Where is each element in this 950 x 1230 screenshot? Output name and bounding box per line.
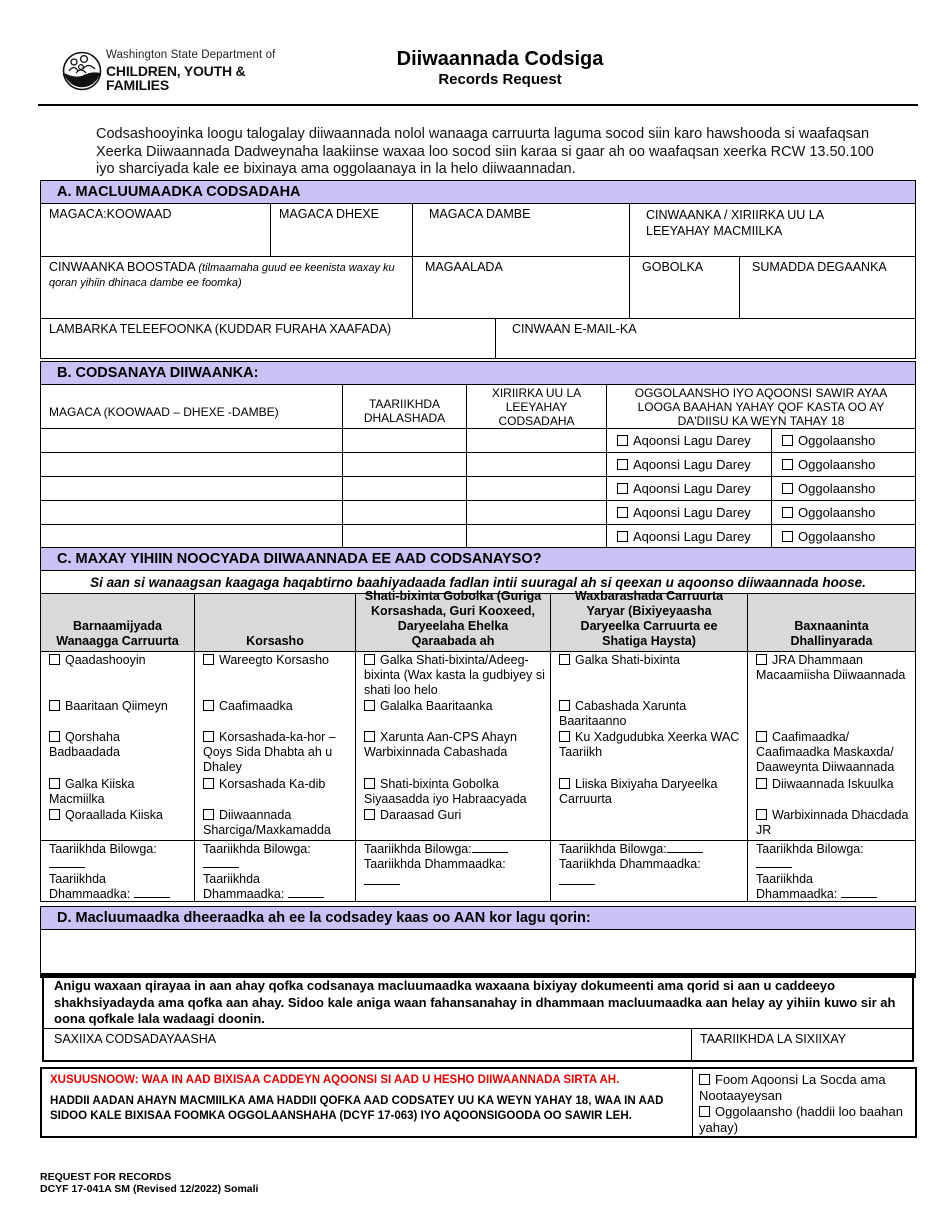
record-type-checkbox[interactable] xyxy=(559,731,570,742)
record-type-checkbox[interactable] xyxy=(756,654,767,665)
signature-field[interactable] xyxy=(42,1028,692,1062)
col-header-relationship: XIRIIRKA UU LA LEEYAHAY CODSADAHA xyxy=(466,384,607,429)
person-relationship-input[interactable] xyxy=(466,452,607,477)
record-type-option[interactable]: Galalka Baaritaanka xyxy=(364,699,546,714)
consent-attached-option[interactable]: Oggolaansho xyxy=(771,500,916,525)
additional-info-field[interactable] xyxy=(40,929,916,974)
id-attached-checkbox[interactable] xyxy=(617,483,628,494)
record-type-option[interactable]: Daraasad Guri xyxy=(364,808,546,823)
start-date-field[interactable]: Taariikhda Bilowga: xyxy=(559,842,739,857)
date-range-cell xyxy=(747,840,916,902)
record-type-option[interactable]: Qorshaha Badbaadada xyxy=(49,730,120,759)
date-range-cell xyxy=(355,840,551,902)
start-date-field[interactable]: Taariikhda Bilowga: xyxy=(49,842,169,872)
record-type-checkbox[interactable] xyxy=(559,700,570,711)
record-type-checkbox[interactable] xyxy=(49,700,60,711)
person-relationship-input[interactable] xyxy=(466,428,607,453)
record-type-checkbox[interactable] xyxy=(203,700,214,711)
record-type-option[interactable]: Ku Xadgudubka Xeerka WAC Taariikh xyxy=(559,730,740,759)
record-category-header: Barnaamijyada Wanaagga Carruurta xyxy=(40,593,195,652)
record-type-checkbox[interactable] xyxy=(49,731,60,742)
person-relationship-input[interactable] xyxy=(466,476,607,501)
record-type-option[interactable]: Liiska Bixiyaha Daryeelka Carruurta xyxy=(559,777,718,806)
warning-text: XUSUUSNOOW: WAA IN AAD BIXISAA CADDEYN AQOONSI SI AAD U HESHO DIIWAANNADA SIRTA AH. xyxy=(50,1074,620,1086)
city-label: MAGAALADA xyxy=(425,260,503,274)
consent-attached-checkbox[interactable] xyxy=(782,435,793,446)
record-type-option[interactable]: Galka Kiiska Macmiilka xyxy=(49,777,135,806)
dcyf-family-logo-icon xyxy=(62,51,102,91)
record-type-checkbox[interactable] xyxy=(49,809,60,820)
section-a-heading: A. MACLUUMAADKA CODSADAHA xyxy=(40,180,916,204)
col-header-dob: TAARIIKHDA DHALASHADA xyxy=(342,384,467,429)
middle-name-field[interactable] xyxy=(270,203,413,257)
id-attached-option[interactable]: Aqoonsi Lagu Darey xyxy=(606,476,772,501)
record-category-header: Baxnaaninta Dhallinyarada xyxy=(747,593,916,652)
record-type-option[interactable]: Baaritaan Qiimeyn xyxy=(49,699,190,714)
logo-agency-line: Washington State Department of xyxy=(106,48,276,61)
first-name-label: MAGACA:KOOWAAD xyxy=(49,207,172,221)
date-range-cell xyxy=(194,840,356,902)
end-date-line[interactable] xyxy=(364,884,400,885)
zip-code-field[interactable] xyxy=(739,256,916,319)
record-type-checkbox[interactable] xyxy=(756,778,767,789)
attestation-statement: Anigu waxaan qirayaa in aan ahay qofka codsanaya macluumaadka waxaana bixiyay dokumeenti ama qorid si aan u caddeeyo shakhsiyadayda ama qofka aan ahay. Sidoo kale aniga waan fahansanahay in dhammaan macluumaadka aan helay ay yihiin kuwo sir ah oona qofkale lala wadaagi doonin. xyxy=(42,976,914,1030)
date-range-cell xyxy=(40,840,195,902)
mailing-address-hint: (tilmaamaha guud ee keenista waxay ku qoran yihiin dhinaca dambe ee foomka) xyxy=(49,262,395,289)
email-label: CINWAAN E-MAIL-KA xyxy=(512,322,637,336)
record-type-option[interactable]: Wareegto Korsasho xyxy=(203,653,351,668)
record-category-header: Shati-bixinta Gobolka (Guriga Korsashada, Guri Kooxeed, Daryeelaha Ehelka Qaraabada ah xyxy=(355,593,551,652)
form-subtitle: Records Request xyxy=(438,71,562,88)
record-type-option[interactable]: Xarunta Aan-CPS Ahayn Warbixinnada Cabashada xyxy=(364,730,517,759)
record-type-checkbox[interactable] xyxy=(203,778,214,789)
record-category-column xyxy=(40,651,195,840)
id-attached-option[interactable]: Aqoonsi Lagu Darey xyxy=(606,524,772,548)
person-relationship-input[interactable] xyxy=(466,524,607,548)
date-signed-label: TAARIIKHDA LA SIXIIXAY xyxy=(700,1032,847,1046)
enclosures-checklist xyxy=(692,1067,917,1138)
record-type-checkbox[interactable] xyxy=(49,654,60,665)
record-type-option[interactable]: Korsashada-ka-hor – Qoys Sida Dhabta ah u Dhaley xyxy=(203,730,336,774)
record-type-checkbox[interactable] xyxy=(364,654,375,665)
end-date-field[interactable]: Taariikhda Dhammaadka: xyxy=(756,872,896,902)
record-type-checkbox[interactable] xyxy=(364,700,375,711)
section-c-instruction: Si aan si wanaagsan kaagaga haqabtirno baahiyadaada fadlan intii suuragal ah si qeexan u aqoonso diiwaannada hoose. xyxy=(40,570,916,594)
record-type-checkbox[interactable] xyxy=(364,809,375,820)
last-name-label: MAGACA DAMBE xyxy=(429,207,531,221)
record-type-option[interactable]: Qoraallada Kiiska xyxy=(49,808,190,823)
id-attached-option[interactable]: Aqoonsi Lagu Darey xyxy=(606,500,772,525)
date-signed-field[interactable] xyxy=(691,1028,914,1062)
signature-label: SAXIIXA CODSADAYAASHA xyxy=(54,1032,217,1046)
record-type-checkbox[interactable] xyxy=(49,778,60,789)
record-type-option[interactable]: Warbixinnada Dhacdada JR xyxy=(756,808,909,837)
consent-attached-option[interactable]: Oggolaansho xyxy=(771,476,916,501)
consent-option[interactable]: Oggolaansho (haddii loo baahan yahay) xyxy=(699,1104,903,1135)
end-date-field[interactable]: Taariikhda Dhammaadka: xyxy=(559,857,701,871)
col-header-name: MAGACA (KOOWAAD – DHEXE -DAMBE) xyxy=(40,384,343,429)
consent-checkbox[interactable] xyxy=(699,1106,710,1117)
section-b-heading: B. CODSANAYA DIIWAANKA: xyxy=(40,361,916,385)
city-field[interactable] xyxy=(412,256,630,319)
id-attached-checkbox[interactable] xyxy=(617,435,628,446)
record-type-option[interactable]: Shati-bixinta Gobolka Siyaasadda iyo Habraacyada xyxy=(364,777,527,806)
person-dob-input[interactable] xyxy=(342,428,467,453)
person-name-input[interactable] xyxy=(40,452,343,477)
record-category-column xyxy=(194,651,356,840)
record-type-option[interactable]: Cabashada Xarunta Baaritaanno xyxy=(559,699,687,728)
date-range-cell xyxy=(550,840,748,902)
record-category-column xyxy=(355,651,551,840)
person-name-input[interactable] xyxy=(40,428,343,453)
record-type-checkbox[interactable] xyxy=(203,731,214,742)
person-dob-input[interactable] xyxy=(342,500,467,525)
consent-attached-option[interactable]: Oggolaansho xyxy=(771,428,916,453)
start-date-field[interactable]: Taariikhda Bilowga: xyxy=(364,842,542,857)
footer-form-name: REQUEST FOR RECORDS xyxy=(40,1171,172,1183)
record-category-column xyxy=(550,651,748,840)
record-category-header: Waxbarashada Carruurta Yaryar (Bixiyeyaasha Daryeelka Carruurta ee Shatiga Haysta) xyxy=(550,593,748,652)
person-relationship-input[interactable] xyxy=(466,500,607,525)
consent-attached-option[interactable]: Oggolaansho xyxy=(771,452,916,477)
id-attached-checkbox[interactable] xyxy=(617,531,628,542)
record-type-checkbox[interactable] xyxy=(756,809,767,820)
record-type-option[interactable]: Caafimaadka xyxy=(203,699,351,714)
email-address-field[interactable] xyxy=(495,318,916,359)
id-attached-option[interactable]: Aqoonsi Lagu Darey xyxy=(606,452,772,477)
notarized-id-option[interactable]: Foom Aqoonsi La Socda ama Nootaayeysan xyxy=(699,1072,886,1103)
person-dob-input[interactable] xyxy=(342,476,467,501)
record-type-option[interactable]: Diiwaannada Sharciga/Maxkamadda xyxy=(203,808,331,837)
record-category-column xyxy=(747,651,916,840)
form-footer xyxy=(40,1171,258,1195)
record-type-option[interactable]: Korsashada Ka-dib xyxy=(203,777,351,792)
consent-requirement-text: HADDII AADAN AHAYN MACMIILKA AMA HADDII QOFKA AAD CODSATEY UU KA WEYN YAHAY 18, WAA IN AAD SIDOO KALE BIXISAA FOOMKA OGGOLAANSHAHA (DCYF 17-063) IYO AQOONSIGOODA OO SAWIR LEH. xyxy=(50,1095,664,1122)
intro-paragraph: Codsashooyinka loogu talogalay diiwaannada nolol wanaaga carruurta laguma socod siin karo hawshooda si waafaqsan Xeerka Diiwaannada Dadweynaha laakiinse waxaa loo socod siin karaa si gaar ah oo waafaqsan xeerka RCW 13.50.100 iyo sharciyada kale ee bixinaya ama oggolaanaya in la helo diiwaannadan. xyxy=(96,126,874,177)
section-c-heading: C. MAXAY YIHIIN NOOCYADA DIIWAANNADA EE AAD CODSANAYSO? xyxy=(40,547,916,571)
record-type-checkbox[interactable] xyxy=(559,778,570,789)
relationship-to-client-field[interactable] xyxy=(629,203,916,257)
end-date-field[interactable]: Taariikhda Dhammaadka: xyxy=(203,872,343,902)
first-name-field[interactable] xyxy=(40,203,271,257)
person-name-input[interactable] xyxy=(40,500,343,525)
col-header-consent-id: OGGOLAANSHO IYO AQOONSI SAWIR AYAA LOOGA BAAHAN YAHAY QOF KASTA OO AY DA'DIISU KA WEYN TAHAY 18 xyxy=(606,384,916,429)
logo-division-line: CHILDREN, YOUTH & FAMILIES xyxy=(106,63,246,94)
form-title-block xyxy=(300,48,700,89)
phone-number-field[interactable] xyxy=(40,318,496,359)
consent-attached-checkbox[interactable] xyxy=(782,459,793,470)
person-dob-input[interactable] xyxy=(342,452,467,477)
state-label: GOBOLKA xyxy=(642,260,704,274)
id-attached-option[interactable]: Aqoonsi Lagu Darey xyxy=(606,428,772,453)
record-type-checkbox[interactable] xyxy=(203,654,214,665)
last-name-field[interactable] xyxy=(412,203,630,257)
person-dob-input[interactable] xyxy=(342,524,467,548)
person-name-input[interactable] xyxy=(40,476,343,501)
record-type-option[interactable]: JRA Dhammaan Macaamiisha Diiwaannada xyxy=(756,653,906,682)
person-name-input[interactable] xyxy=(40,524,343,548)
dcyf-logo xyxy=(62,50,292,92)
id-requirement-notice xyxy=(40,1067,693,1138)
header-divider xyxy=(38,104,918,106)
record-category-header: Korsasho xyxy=(194,593,356,652)
record-type-option[interactable]: Galka Shati-bixinta/Adeeg-bixinta (Wax kasta la gudbiyey si shati loo helo xyxy=(364,653,545,697)
end-date-field[interactable]: Taariikhda Dhammaadka: xyxy=(49,872,189,902)
record-type-option[interactable]: Qaadashooyin xyxy=(49,653,190,668)
record-type-checkbox[interactable] xyxy=(756,731,767,742)
record-type-checkbox[interactable] xyxy=(559,654,570,665)
middle-name-label: MAGACA DHEXE xyxy=(279,207,380,221)
footer-form-number: DCYF 17-041A SM (Revised 12/2022) Somali xyxy=(40,1183,259,1195)
record-type-checkbox[interactable] xyxy=(203,809,214,820)
record-type-option[interactable]: Caafimaadka/ Caafimaadka Maskaxda/ Daaweynta Diiwaannada xyxy=(756,730,895,774)
record-type-option[interactable]: Diiwaannada Iskuulka xyxy=(756,777,911,792)
state-field[interactable] xyxy=(629,256,740,319)
record-type-option[interactable]: Galka Shati-bixinta xyxy=(559,653,743,668)
relationship-label: CINWAANKA / XIRIIRKA UU LA LEEYAHAY MACMIILKA xyxy=(646,208,824,238)
record-type-checkbox[interactable] xyxy=(364,778,375,789)
mailing-address-label: CINWAANKA BOOSTADA xyxy=(49,260,195,274)
start-date-field[interactable]: Taariikhda Bilowga: xyxy=(203,842,323,872)
form-title: Diiwaannada Codsiga xyxy=(396,48,604,70)
zip-code-label: SUMADDA DEGAANKA xyxy=(752,260,887,274)
consent-attached-checkbox[interactable] xyxy=(782,531,793,542)
id-attached-checkbox[interactable] xyxy=(617,459,628,470)
mailing-address-field[interactable] xyxy=(40,256,413,319)
notarized-id-checkbox[interactable] xyxy=(699,1074,710,1085)
record-type-checkbox[interactable] xyxy=(364,731,375,742)
end-date-field[interactable]: Taariikhda Dhammaadka: xyxy=(364,857,506,871)
consent-attached-checkbox[interactable] xyxy=(782,507,793,518)
phone-number-label: LAMBARKA TELEEFOONKA (KUDDAR FURAHA XAAFADA) xyxy=(49,322,392,336)
id-attached-checkbox[interactable] xyxy=(617,507,628,518)
consent-attached-checkbox[interactable] xyxy=(782,483,793,494)
section-d-heading: D. Macluumaadka dheeraadka ah ee la codsadey kaas oo AAN kor lagu qorin: xyxy=(40,906,916,930)
end-date-line[interactable] xyxy=(559,884,595,885)
consent-attached-option[interactable]: Oggolaansho xyxy=(771,524,916,548)
start-date-field[interactable]: Taariikhda Bilowga: xyxy=(756,842,876,872)
